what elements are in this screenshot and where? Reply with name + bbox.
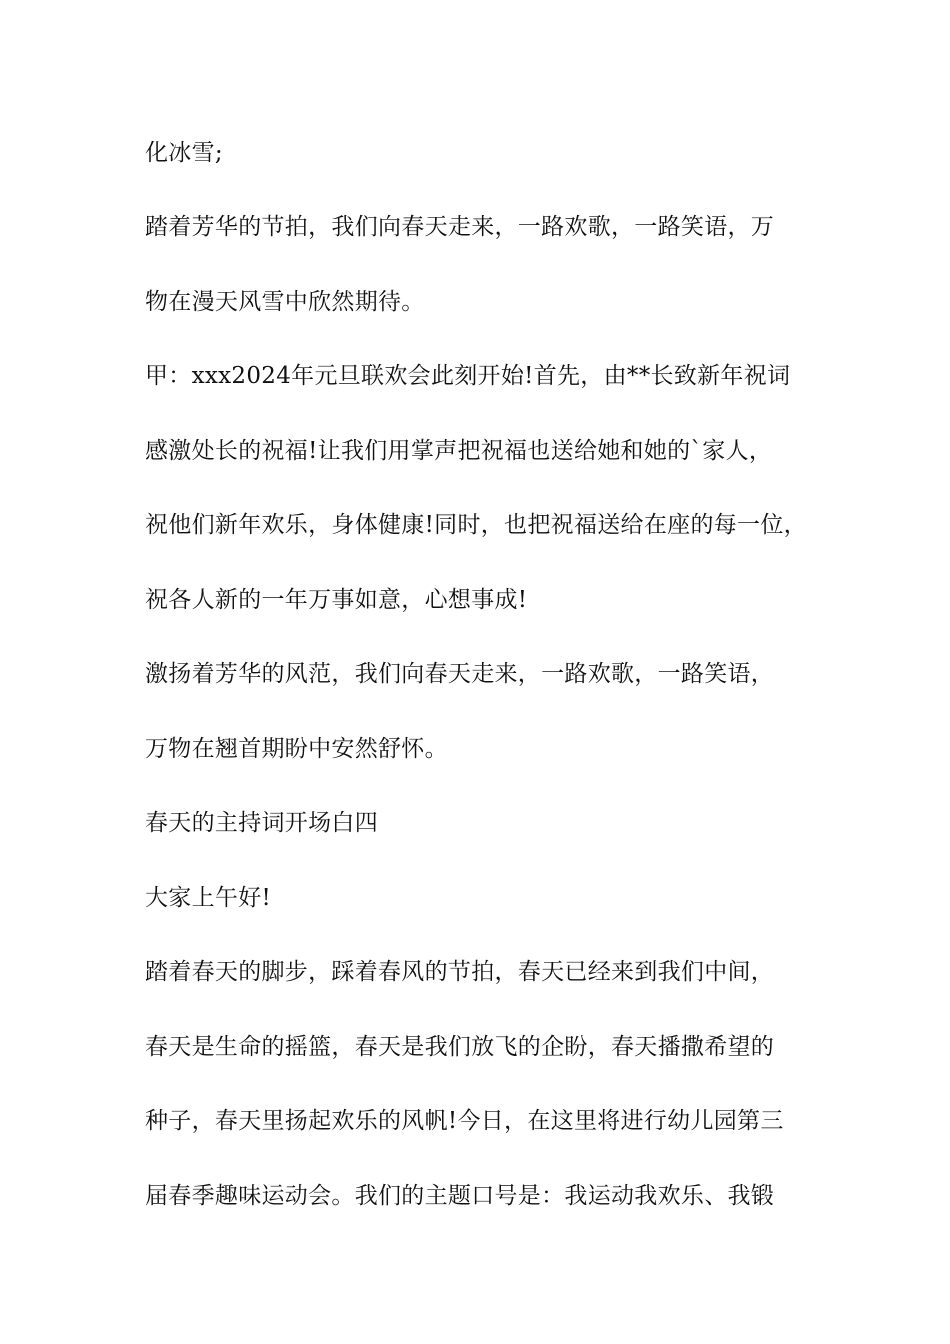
text-line: 祝各人新的一年万事如意，心想事成!	[145, 587, 528, 613]
text-line: 化冰雪;	[145, 140, 223, 166]
text-line: 甲：xxx2024年元旦联欢会此刻开始!首先，由**长致新年祝词	[145, 363, 791, 389]
text-line: 种子，春天里扬起欢乐的风帆!今日，在这里将进行幼儿园第三	[145, 1108, 784, 1134]
text-line: 祝他们新年欢乐，身体健康!同时，也把祝福送给在座的每一位，	[145, 512, 807, 538]
text-line: 踏着春天的脚步，踩着春风的节拍，春天已经来到我们中间，	[145, 959, 775, 985]
text-line: 感激处长的祝福!让我们用掌声把祝福也送给她和她的`家人，	[145, 438, 773, 464]
text-line: 激扬着芳华的风范，我们向春天走来，一路欢歌，一路笑语，	[145, 661, 775, 687]
text-line: 万物在翘首期盼中安然舒怀。	[145, 736, 448, 762]
text-line: 届春季趣味运动会。我们的主题口号是：我运动我欢乐、我锻	[145, 1183, 775, 1209]
section-heading: 春天的主持词开场白四	[145, 810, 378, 836]
text-line: 大家上午好!	[145, 885, 272, 911]
text-line: 春天是生命的摇篮，春天是我们放飞的企盼，春天播撒希望的	[145, 1034, 775, 1060]
text-line: 踏着芳华的节拍，我们向春天走来，一路欢歌，一路笑语，万	[145, 214, 775, 240]
text-line: 物在漫天风雪中欣然期待。	[145, 289, 425, 315]
